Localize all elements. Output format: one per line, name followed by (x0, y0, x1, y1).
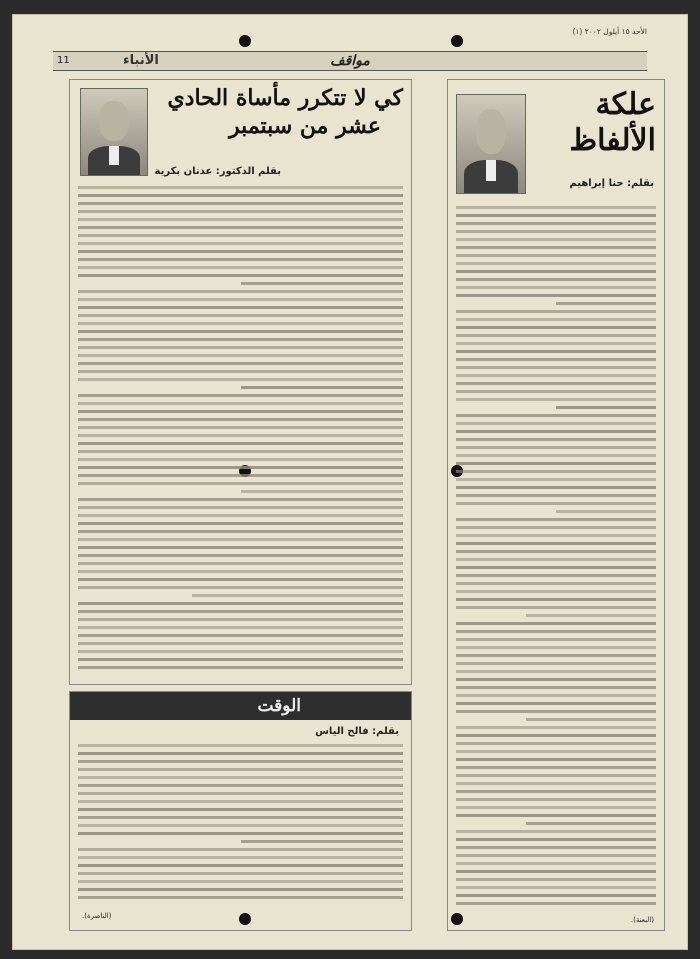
text-line (456, 588, 656, 596)
text-line (78, 320, 403, 328)
text-line (456, 628, 656, 636)
text-line (78, 440, 403, 448)
text-line (78, 758, 403, 766)
text-line (78, 472, 403, 480)
text-line (78, 894, 403, 902)
text-line (456, 308, 656, 316)
text-line (456, 684, 656, 692)
article-signoff: (الناصرة). (82, 912, 112, 920)
text-line (456, 260, 656, 268)
text-line (456, 572, 656, 580)
text-line (78, 336, 403, 344)
text-line (78, 408, 403, 416)
text-line (456, 364, 656, 372)
text-line (456, 380, 656, 388)
text-line (456, 460, 656, 468)
text-line (456, 316, 656, 324)
text-line (456, 764, 656, 772)
text-line (456, 500, 656, 508)
newspaper-page (12, 14, 688, 950)
text-line (456, 652, 656, 660)
text-line (78, 288, 403, 296)
text-line (78, 592, 403, 600)
text-line (456, 612, 656, 620)
text-line (456, 396, 656, 404)
article-body (78, 184, 403, 678)
text-line (456, 884, 656, 892)
text-line (456, 484, 656, 492)
text-line (456, 412, 656, 420)
text-line (456, 564, 656, 572)
text-line (78, 552, 403, 560)
text-line (456, 788, 656, 796)
text-line (78, 608, 403, 616)
text-line (78, 192, 403, 200)
text-line (456, 372, 656, 380)
text-line (456, 820, 656, 828)
text-line (78, 838, 403, 846)
text-line (78, 790, 403, 798)
text-line (456, 620, 656, 628)
text-line (78, 432, 403, 440)
text-line (78, 392, 403, 400)
text-line (78, 782, 403, 790)
text-line (78, 248, 403, 256)
text-line (78, 798, 403, 806)
text-line (456, 668, 656, 676)
text-line (456, 268, 656, 276)
bottom-article (69, 691, 412, 931)
text-line (456, 740, 656, 748)
text-line (456, 716, 656, 724)
text-line (78, 264, 403, 272)
text-line (456, 580, 656, 588)
text-line (78, 400, 403, 408)
right-article (447, 79, 665, 931)
article-body (456, 204, 656, 912)
text-line (456, 292, 656, 300)
text-line (456, 772, 656, 780)
text-line (456, 756, 656, 764)
masthead (53, 51, 647, 71)
text-line (456, 348, 656, 356)
article-title: علكة (595, 87, 656, 122)
text-line (78, 544, 403, 552)
text-line (78, 600, 403, 608)
text-line (78, 464, 403, 472)
page-number: 11 (57, 55, 70, 66)
text-line (456, 660, 656, 668)
text-line (78, 344, 403, 352)
text-line (78, 488, 403, 496)
text-line (456, 236, 656, 244)
text-line (456, 428, 656, 436)
text-line (78, 774, 403, 782)
text-line (456, 388, 656, 396)
text-line (78, 664, 403, 672)
byline: بقلم الدكتور: عدنان بكرية (154, 166, 281, 177)
text-line (456, 836, 656, 844)
text-line (78, 224, 403, 232)
text-line (456, 356, 656, 364)
author-photo (456, 94, 526, 194)
text-line (456, 492, 656, 500)
text-line (456, 532, 656, 540)
text-line (78, 640, 403, 648)
text-line (456, 860, 656, 868)
text-line (78, 560, 403, 568)
text-line (456, 844, 656, 852)
author-photo (80, 88, 148, 176)
text-line (456, 452, 656, 460)
article-title: كي لا تتكرر مأساة الحادي (167, 85, 403, 111)
text-line (456, 244, 656, 252)
text-line (456, 700, 656, 708)
text-line (78, 814, 403, 822)
text-line (78, 512, 403, 520)
text-line (456, 892, 656, 900)
text-line (78, 886, 403, 894)
text-line (78, 360, 403, 368)
section-band: الوقت (70, 692, 411, 720)
text-line (78, 328, 403, 336)
text-line (78, 742, 403, 750)
text-line (456, 516, 656, 524)
article-title: الألفاظ (569, 123, 656, 158)
text-line (456, 644, 656, 652)
text-line (456, 812, 656, 820)
text-line (78, 504, 403, 512)
byline: بقلم: فالح الياس (315, 726, 399, 737)
text-line (78, 528, 403, 536)
text-line (78, 568, 403, 576)
text-line (456, 692, 656, 700)
text-line (456, 708, 656, 716)
text-line (456, 276, 656, 284)
text-line (456, 340, 656, 348)
text-line (78, 766, 403, 774)
text-line (78, 480, 403, 488)
text-line (78, 376, 403, 384)
text-line (78, 272, 403, 280)
text-line (78, 536, 403, 544)
text-line (456, 252, 656, 260)
text-line (78, 240, 403, 248)
text-line (456, 508, 656, 516)
text-line (456, 636, 656, 644)
byline: بقلم: حنا إبراهيم (569, 178, 654, 189)
text-line (456, 596, 656, 604)
article-body (78, 742, 403, 902)
text-line (78, 830, 403, 838)
text-line (456, 420, 656, 428)
text-line (78, 456, 403, 464)
text-line (78, 424, 403, 432)
text-line (78, 632, 403, 640)
text-line (456, 804, 656, 812)
text-line (456, 324, 656, 332)
text-line (78, 416, 403, 424)
text-line (456, 404, 656, 412)
text-line (78, 806, 403, 814)
text-line (456, 796, 656, 804)
text-line (456, 540, 656, 548)
date-line: الأحد ١٥ أيلول ٢٠٠٢ (١) (572, 27, 647, 36)
text-line (456, 780, 656, 788)
paper-name: الأنباء (123, 53, 159, 68)
text-line (456, 212, 656, 220)
text-line (78, 854, 403, 862)
text-line (78, 448, 403, 456)
text-line (78, 584, 403, 592)
text-line (78, 656, 403, 664)
left-article (69, 79, 412, 685)
text-line (78, 304, 403, 312)
text-line (78, 200, 403, 208)
text-line (456, 468, 656, 476)
text-line (456, 548, 656, 556)
text-line (78, 352, 403, 360)
text-line (78, 870, 403, 878)
text-line (456, 748, 656, 756)
text-line (78, 616, 403, 624)
text-line (78, 232, 403, 240)
text-line (78, 520, 403, 528)
text-line (78, 280, 403, 288)
text-line (78, 496, 403, 504)
text-line (78, 846, 403, 854)
text-line (456, 524, 656, 532)
text-line (78, 862, 403, 870)
article-signoff: (البعنة). (630, 916, 654, 924)
text-line (78, 648, 403, 656)
text-line (456, 868, 656, 876)
text-line (456, 444, 656, 452)
text-line (78, 208, 403, 216)
text-line (456, 556, 656, 564)
text-line (456, 732, 656, 740)
text-line (78, 822, 403, 830)
text-line (78, 216, 403, 224)
text-line (456, 284, 656, 292)
text-line (456, 300, 656, 308)
article-title: عشر من سبتمبر (229, 113, 381, 139)
text-line (456, 220, 656, 228)
text-line (78, 184, 403, 192)
text-line (78, 878, 403, 886)
text-line (456, 604, 656, 612)
text-line (456, 436, 656, 444)
text-line (78, 256, 403, 264)
text-line (78, 312, 403, 320)
text-line (78, 576, 403, 584)
text-line (456, 332, 656, 340)
text-line (78, 384, 403, 392)
text-line (456, 676, 656, 684)
text-line (456, 828, 656, 836)
text-line (456, 876, 656, 884)
text-line (456, 228, 656, 236)
section-title: مواقف (330, 53, 370, 69)
text-line (456, 900, 656, 908)
text-line (456, 724, 656, 732)
text-line (456, 204, 656, 212)
text-line (78, 624, 403, 632)
text-line (456, 852, 656, 860)
text-line (78, 368, 403, 376)
text-line (78, 750, 403, 758)
text-line (456, 476, 656, 484)
text-line (78, 296, 403, 304)
